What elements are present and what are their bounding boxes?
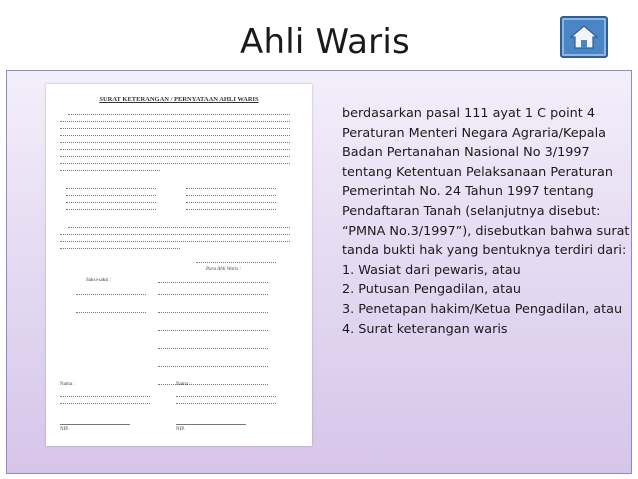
- sign-right-name: Nama :: [176, 382, 191, 387]
- document-title: SURAT KETERANGAN / PERNYATAAN AHLI WARIS: [99, 96, 259, 103]
- nip-left: NIP.: [60, 427, 69, 432]
- doc-list-line: [186, 209, 276, 211]
- home-button[interactable]: [560, 16, 608, 58]
- witness-line: [76, 312, 146, 314]
- heir-line: [158, 366, 268, 368]
- doc-text-line: [60, 128, 290, 130]
- doc-sign-line: [60, 396, 150, 398]
- heir-line: [158, 384, 268, 386]
- doc-text-line: [68, 114, 290, 116]
- heir-line: [158, 282, 268, 284]
- doc-sign-line: [176, 396, 276, 398]
- heir-line: [158, 294, 268, 296]
- list-item: 1. Wasiat dari pewaris, atau: [342, 262, 521, 278]
- body-paragraph: berdasarkan pasal 111 ayat 1 C point 4 Peraturan Menteri Negara Agraria/Kepala Badan Pertanahan Nasional No 3/1997 tentang Ketentuan Pelaksanaan Peraturan Pemerintah No. 24 Tahun 1997 tentang Pendaftaran Tanah (selanjutnya disebut: “PMNA No.3/1997”), disebutkan bahwa surat tanda bukti hak yang bentuknya terdiri dari:: [342, 106, 630, 259]
- witness-line: [76, 294, 146, 296]
- body-text: [342, 104, 632, 339]
- heir-line: [158, 330, 268, 332]
- doc-sign-line: [176, 424, 246, 426]
- heir-line: [158, 348, 268, 350]
- sign-left-name: Nama :: [60, 382, 75, 387]
- doc-list-line: [66, 209, 156, 211]
- heirs-heading: Para Ahli Waris :: [206, 267, 242, 272]
- list-item: 2. Putusan Pengadilan, atau: [342, 282, 522, 298]
- doc-list-line: [66, 195, 156, 197]
- doc-text-line: [60, 156, 290, 158]
- doc-list-line: [186, 202, 276, 204]
- doc-text-line: [60, 248, 180, 250]
- doc-text-line: [60, 135, 290, 137]
- list-item: 4. Surat keterangan waris: [342, 321, 508, 337]
- doc-text-line: [60, 241, 290, 243]
- doc-text-line: [60, 163, 290, 165]
- nip-right: NIP.: [176, 427, 185, 432]
- slide-title: Ahli Waris: [240, 22, 410, 62]
- doc-text-line: [68, 227, 290, 229]
- witness-heading: Saksi-saksi :: [86, 278, 112, 283]
- doc-list-line: [186, 188, 276, 190]
- document-image: [46, 84, 312, 446]
- doc-sign-line: [60, 403, 150, 405]
- heir-line: [158, 312, 268, 314]
- doc-text-line: [60, 170, 160, 172]
- doc-list-line: [66, 202, 156, 204]
- home-icon: [569, 24, 599, 50]
- doc-text-line: [60, 121, 290, 123]
- list-item: 3. Penetapan hakim/Ketua Pengadilan, atau: [342, 301, 623, 317]
- doc-date-line: [196, 262, 276, 264]
- doc-sign-line: [60, 424, 130, 426]
- doc-text-line: [60, 234, 290, 236]
- doc-text-line: [60, 149, 290, 151]
- doc-sign-line: [176, 403, 276, 405]
- doc-list-line: [66, 188, 156, 190]
- doc-text-line: [60, 142, 290, 144]
- doc-list-line: [186, 195, 276, 197]
